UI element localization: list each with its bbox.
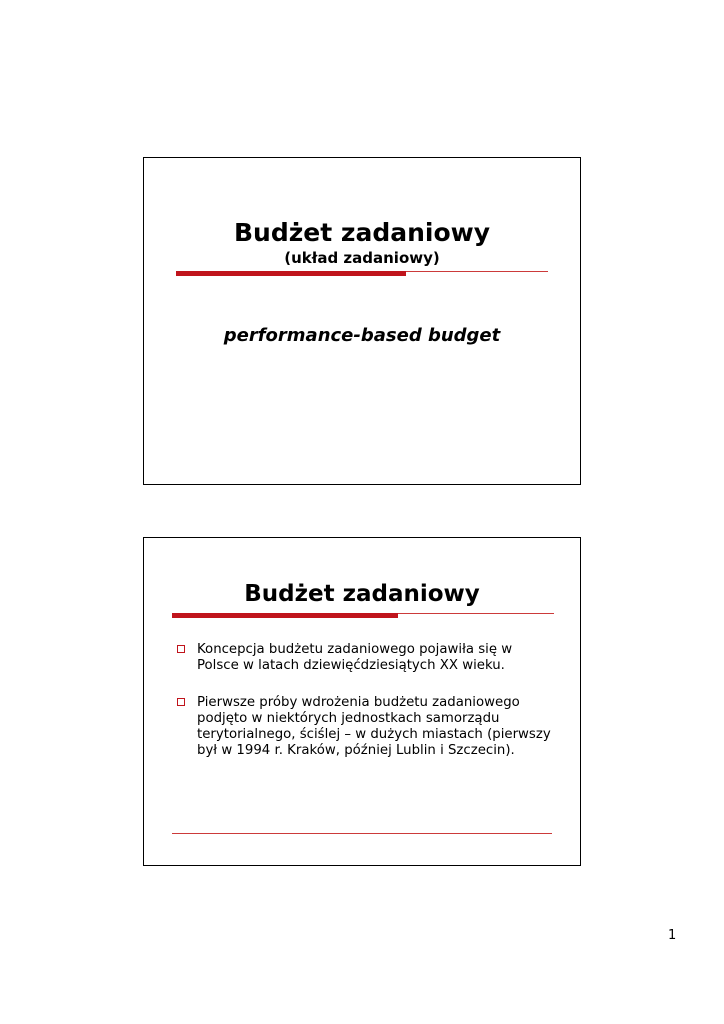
square-bullet-icon: [177, 645, 185, 653]
slide-2-bullet-item: [176, 695, 556, 759]
slide-2-bullet-text: Koncepcja budżetu zadaniowego pojawiła się w Polsce w latach dziewięćdziesiątych XX wieku.: [197, 642, 513, 673]
slide-1: [143, 157, 581, 485]
slide-2-bullet-text: Pierwsze próby wdrożenia budżetu zadaniowego podjęto w niektórych jednostkach samorządu terytorialnego, ściślej – w dużych miastach (pierwszy był w 1994 r. Kraków, później Lublin i Szczecin).: [197, 695, 551, 758]
slide-2-bullet-item: [176, 642, 556, 674]
slide-2-title: Budżet zadaniowy: [244, 581, 480, 607]
slide-1-subtitle: (układ zadaniowy): [284, 249, 440, 267]
slide-2-bottom-rule: [172, 833, 552, 834]
slide-2-bullet-list: [176, 642, 556, 780]
square-bullet-icon: [177, 698, 185, 706]
slide-1-title-rule-thick: [176, 271, 406, 276]
page-number: 1: [668, 928, 677, 943]
slide-1-tagline: performance-based budget: [223, 325, 501, 346]
slide-2-title-rule-thick: [172, 613, 398, 618]
slide-2: [143, 537, 581, 866]
slide-1-title: Budżet zadaniowy: [233, 218, 491, 247]
